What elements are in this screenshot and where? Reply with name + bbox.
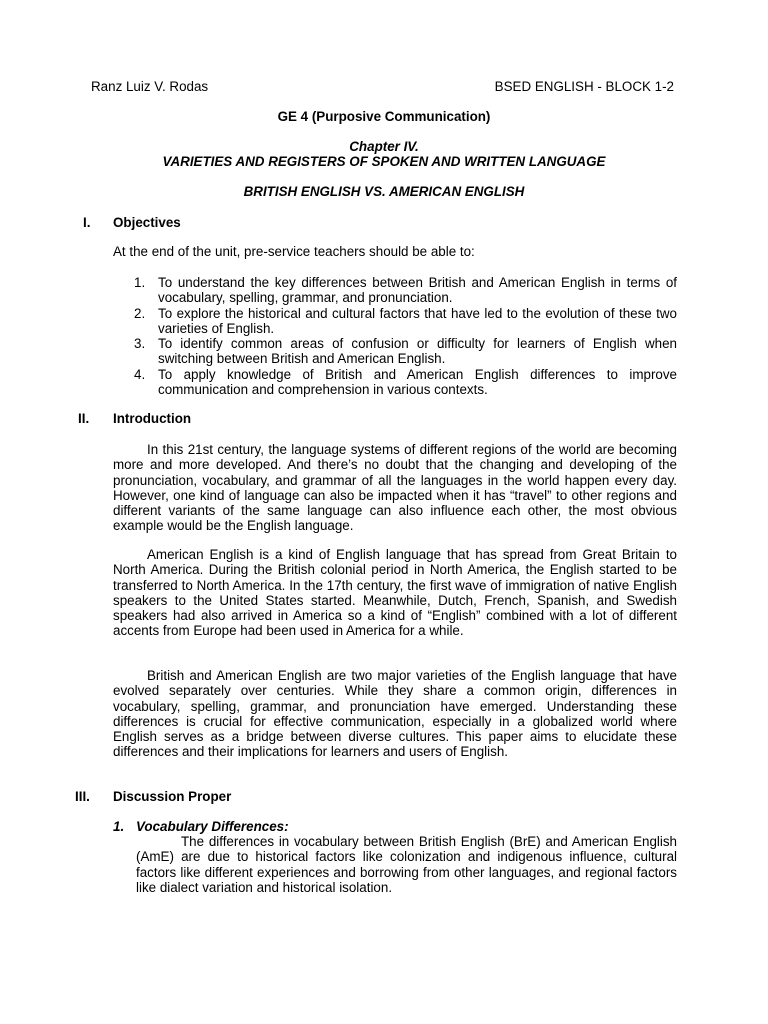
list-item-number: 2. bbox=[134, 305, 146, 321]
section-title-introduction: Introduction bbox=[113, 411, 192, 426]
intro-paragraph-2: American English is a kind of English language that has spread from Great Britain to North America. During the British colonial period in North America, the English started to be transferred to North America. In the 17th century, the first wave of immigration of native English speakers to the United States started. Meanwhile, Dutch, French, Spanish, and Swedish speakers had also arrived in America so a kind of “English” combined with a lot of different accents from Europe had been used in America for a while. bbox=[113, 547, 677, 639]
author-name: Ranz Luiz V. Rodas bbox=[91, 79, 209, 94]
list-item-number: 3. bbox=[134, 336, 146, 352]
list-item bbox=[134, 306, 677, 337]
subsection-number: 1. bbox=[113, 819, 125, 834]
objectives-intro: At the end of the unit, pre-service teachers should be able to: bbox=[113, 244, 475, 259]
section-title-objectives: Objectives bbox=[113, 215, 181, 230]
chapter-title: VARIETIES AND REGISTERS OF SPOKEN AND WRITTEN LANGUAGE bbox=[162, 154, 606, 169]
intro-paragraph-1: In this 21st century, the language systems of different regions of the world are becoming more and more developed. And there’s no doubt that the changing and developing of the pronunciation, vocabulary, and grammar of all the languages in the world happen every day. However, one kind of language can also be impacted when it has “travel” to other regions and different variants of the same language can also influence each other, the most obvious example would be the English language. bbox=[113, 442, 677, 534]
list-item-text: To explore the historical and cultural factors that have led to the evolution of these two varieties of English. bbox=[158, 305, 677, 336]
section-number-objectives: I. bbox=[83, 215, 91, 230]
list-item bbox=[134, 336, 677, 367]
list-item-number: 1. bbox=[134, 275, 146, 290]
list-item bbox=[134, 275, 677, 306]
course-title: GE 4 (Purposive Communication) bbox=[277, 109, 491, 124]
topic-title: BRITISH ENGLISH VS. AMERICAN ENGLISH bbox=[243, 184, 525, 199]
chapter-label: Chapter IV. bbox=[349, 139, 419, 154]
subsection-title: Vocabulary Differences: bbox=[136, 819, 289, 834]
list-item-text: To identify common areas of confusion or difficulty for learners of English when switching between British and American English. bbox=[158, 336, 677, 367]
intro-paragraph-3: British and American English are two major varieties of the English language that have evolved separately over centuries. While they share a common origin, differences in vocabulary, spelling, grammar, and pronunciation have emerged. Understanding these differences is crucial for effective communication, especially in a globalized world where English serves as a bridge between diverse cultures. This paper aims to elucidate these differences and their implications for learners and users of English. bbox=[113, 668, 677, 760]
objectives-list bbox=[134, 275, 677, 397]
section-number-introduction: II. bbox=[78, 411, 90, 426]
subsection-heading bbox=[113, 819, 289, 834]
course-block: BSED ENGLISH - BLOCK 1-2 bbox=[494, 79, 674, 94]
section-number-discussion: III. bbox=[75, 789, 90, 804]
vocabulary-paragraph: The differences in vocabulary between British English (BrE) and American English (AmE) are due to historical factors like colonization and indigenous influence, cultural factors like different experiences and borrowing from other languages, and regional factors like dialect variation and historical isolation. bbox=[136, 834, 677, 895]
list-item-text: To understand the key differences between British and American English in terms of vocabulary, spelling, grammar, and pronunciation. bbox=[158, 275, 677, 306]
section-title-discussion: Discussion Proper bbox=[113, 789, 232, 804]
list-item-number: 4. bbox=[134, 366, 146, 382]
list-item bbox=[134, 367, 677, 398]
list-item-text: To apply knowledge of British and American English differences to improve communication and comprehension in various contexts. bbox=[158, 366, 677, 398]
